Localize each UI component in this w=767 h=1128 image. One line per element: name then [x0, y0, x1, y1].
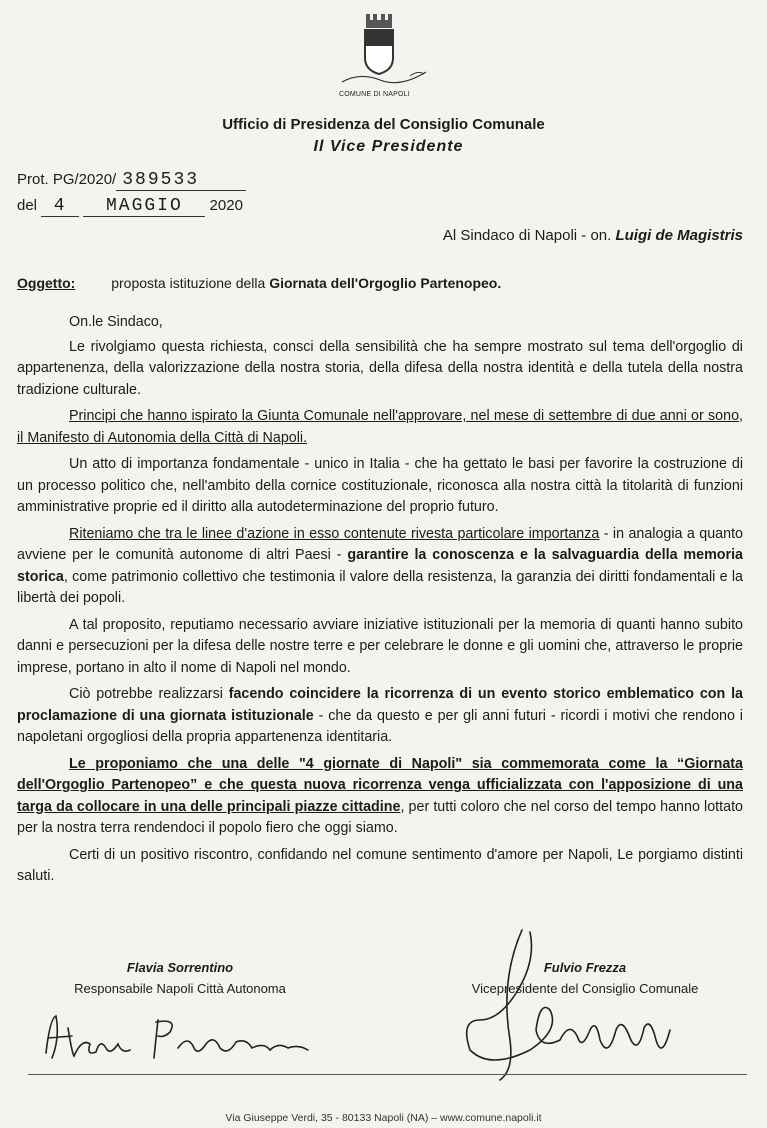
paragraph-7-bold: Le proponiamo che una delle "4 giornate di Napoli" sia commemorata come la “Giornata dell'Orgoglio Partenopeo” e che questa nuova ricorrenza venga ufficializzata con l'apposizione di una targa da collocare in una delle principali piazze cittadine — [17, 755, 743, 815]
paragraph-6-bold: facendo coincidere la ricorrenza di un evento storico emblematico con la proclamazione di una giornata istituzionale — [17, 686, 743, 724]
recipient-line — [443, 227, 743, 244]
subject-bold: Giornata dell'Orgoglio Partenopeo. — [269, 275, 502, 291]
paragraph-1: Le rivolgiamo questa richiesta, consci della sensibilità che ha sempre mostrato sul tema dell'orgoglio di appartenenza, della valorizzazione della nostra storia, della difesa della nostra identità e della tutela della nostra tradizione culturale. — [17, 338, 743, 398]
handwritten-signature-left — [38, 1008, 328, 1068]
paragraph-7 — [17, 754, 743, 840]
protocol-line — [17, 170, 246, 191]
paragraph-6-end: - che da questo e per gli anni futuri - ricordi i motivi che rendono i napoletani orgogliosi della propria appartenenza identitaria. — [17, 707, 743, 745]
signature-block-left — [50, 960, 310, 996]
handwritten-signature-right — [440, 920, 700, 1090]
footer-address: Via Giuseppe Verdi, 35 - 80133 Napoli (NA) – www.comune.napoli.it — [225, 1112, 542, 1124]
subject-text: proposta istituzione della — [111, 275, 266, 291]
subject-label: Oggetto: — [17, 275, 76, 291]
paragraph-4-aside: - in analogia a quanto avviene per le comunità autonome di altri Paesi - — [17, 525, 743, 563]
office-title: Ufficio di Presidenza del Consiglio Comunale — [222, 116, 545, 133]
subject-line — [17, 275, 501, 291]
letter-body — [17, 312, 743, 893]
role-title: Il Vice Presidente — [313, 138, 464, 155]
paragraph-6-start: Ciò potrebbe realizzarsi — [69, 686, 229, 702]
paragraph-3: Un atto di importanza fondamentale - unico in Italia - che ha gettato le basi per favorire la costruzione di un processo politico che, nell'ambito della cornice costituzionale, riconosca alla nostra città la titolarità di funzioni amministrative proprie ed il diritto alla autodeterminazione del proprio futuro. — [17, 456, 743, 515]
paragraph-2: Principi che hanno ispirato la Giunta Comunale nell'approvare, nel mese di settembre di due anni or sono, il Manifesto di Autonomia della Città di Napoli. — [17, 408, 743, 446]
recipient-text: Al Sindaco di Napoli - on. — [442, 227, 612, 244]
recipient-name: Luigi de Magistris — [615, 227, 743, 244]
signer-left-name: Flavia Sorrentino — [126, 960, 234, 975]
paragraph-4 — [17, 524, 743, 610]
paragraph-4-bold: garantire la conoscenza e la salvaguardia della memoria storica — [17, 547, 744, 585]
signer-right-role: Vicepresidente del Consiglio Comunale — [471, 981, 699, 996]
paragraph-8: Certi di un positivo riscontro, confidando nel comune sentimento d'amore per Napoli, Le porgiamo distinti saluti. — [17, 846, 743, 884]
paragraph-4-underlined: Riteniamo che tra le linee d'azione in esso contenute rivesta particolare importanza — [69, 525, 600, 542]
date-line — [17, 196, 243, 217]
crest-caption: COMUNE DI NAPOLI — [339, 91, 410, 98]
footer-divider — [28, 1074, 747, 1075]
salutation: On.le Sindaco, — [69, 314, 163, 330]
signer-left-role: Responsabile Napoli Città Autonoma — [74, 981, 286, 996]
paragraph-7-end: , per tutti coloro che nel corso del tempo hanno lottato per la nostra terra rendendoci il popolo fiero che oggi siamo. — [17, 798, 743, 836]
paragraph-5: A tal proposito, reputiamo necessario avviare iniziative istituzionali per la memoria di quanti hanno subito danni e persecuzioni per la difesa delle nostre terre e per celebrare le donne e gli uomini che, attraverso le proprie imprese, portano in alto il nome di Napoli nel mondo. — [17, 616, 743, 676]
signer-right-name: Fulvio Frezza — [543, 960, 627, 975]
date-day: 4 — [41, 196, 79, 217]
paragraph-6 — [17, 684, 743, 749]
date-month: MAGGIO — [83, 196, 205, 217]
date-year: 2020 — [209, 197, 243, 214]
paragraph-4-end: , come patrimonio collettivo che testimonia il valore della resistenza, la garanzia dei diritti fondamentali e la libertà dei popoli. — [17, 568, 743, 606]
date-label: del — [17, 197, 38, 214]
protocol-number: 389533 — [116, 170, 246, 191]
protocol-prefix: Prot. PG/2020/ — [17, 171, 117, 188]
